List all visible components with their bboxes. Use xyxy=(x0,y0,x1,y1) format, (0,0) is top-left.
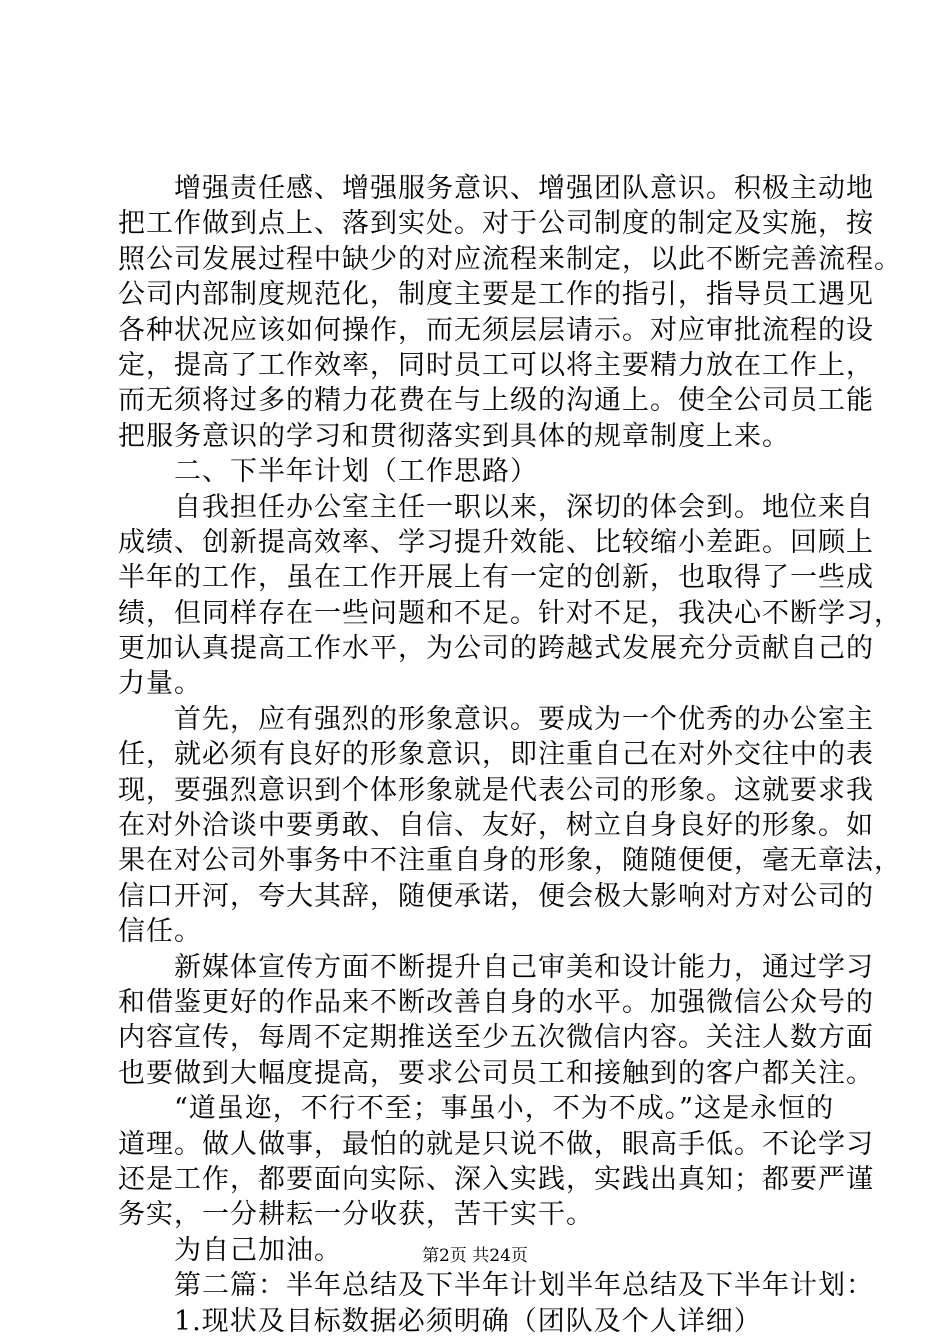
quote-line: “道虽迩，不行不至；事虽小，不为不成。”这是永恒的 xyxy=(174,1093,835,1125)
text-line: 把服务意识的学习和贯彻落实到具体的规章制度上来。 xyxy=(118,420,790,452)
document-body xyxy=(118,171,902,1339)
text-line: 照公司发展过程中缺少的对应流程来制定，以此不断完善流程。 xyxy=(118,243,902,275)
text-line: 各种状况应该如何操作，而无须层层请示。对应审批流程的设 xyxy=(118,314,874,346)
text-line: 半年的工作，虽在工作开展上有一定的创新，也取得了一些成 xyxy=(118,562,874,594)
text-line: 增强责任感、增强服务意识、增强团队意识。积极主动地 xyxy=(174,173,874,204)
text-line: 绩，但同样存在一些问题和不足。针对不足，我决心不断学习， xyxy=(118,597,902,629)
section-heading: 二、下半年计划（工作思路） xyxy=(174,456,538,488)
text-line: 成绩、创新提高效率、学习提升效能、比较缩小差距。回顾上 xyxy=(118,526,874,558)
text-line: 力量。 xyxy=(118,668,202,700)
text-line: 还是工作，都要面向实际、深入实践，实践出真知；都要严谨 xyxy=(118,1163,874,1195)
text-line: 果在对公司外事务中不注重自身的形象，随随便便，毫无章法， xyxy=(118,845,902,877)
text-line: 信口开河，夸大其辞，随便承诺，便会极大影响对方对公司的 xyxy=(118,880,874,912)
section-heading: 第二篇：半年总结及下半年计划半年总结及下半年计划： xyxy=(174,1270,874,1302)
text-line: 首先，应有强烈的形象意识。要成为一个优秀的办公室主 xyxy=(174,703,874,735)
text-line: 更加认真提高工作水平，为公司的跨越式发展充分贡献自己的 xyxy=(118,633,874,665)
text-line: 内容宣传，每周不定期推送至少五次微信内容。关注人数方面 xyxy=(118,1022,874,1054)
text-line: 而无须将过多的精力花费在与上级的沟通上。使全公司员工能 xyxy=(118,385,874,417)
page-number-footer: 第2页 共24页 xyxy=(422,1246,528,1266)
text-line: 定，提高了工作效率，同时员工可以将主要精力放在工作上， xyxy=(118,349,874,381)
text-line: 公司内部制度规范化，制度主要是工作的指引，指导员工遇见 xyxy=(118,279,874,311)
text-line: 信任。 xyxy=(118,916,202,948)
text-line: 把工作做到点上、落到实处。对于公司制度的制定及实施，按 xyxy=(118,208,874,240)
text-line: 务实，一分耕耘一分收获，苦干实干。 xyxy=(118,1199,594,1231)
list-item: 1.现状及目标数据必须明确（团队及个人详细） xyxy=(174,1305,762,1337)
text-line: 和借鉴更好的作品来不断改善自身的水平。加强微信公众号的 xyxy=(118,986,874,1018)
text-line: 为自己加油。 xyxy=(174,1234,342,1266)
text-line: 也要做到大幅度提高，要求公司员工和接触到的客户都关注。 xyxy=(118,1057,874,1089)
text-line: 在对外洽谈中要勇敢、自信、友好，树立自身良好的形象。如 xyxy=(118,810,874,842)
text-line: 现，要强烈意识到个体形象就是代表公司的形象。这就要求我 xyxy=(118,774,874,806)
text-line: 新媒体宣传方面不断提升自己审美和设计能力，通过学习 xyxy=(174,951,874,983)
text-line: 任，就必须有良好的形象意识，即注重自己在对外交往中的表 xyxy=(118,739,874,771)
text-line: 道理。做人做事，最怕的就是只说不做，眼高手低。不论学习 xyxy=(118,1128,874,1160)
text-line: 自我担任办公室主任一职以来，深切的体会到。地位来自 xyxy=(174,491,874,523)
